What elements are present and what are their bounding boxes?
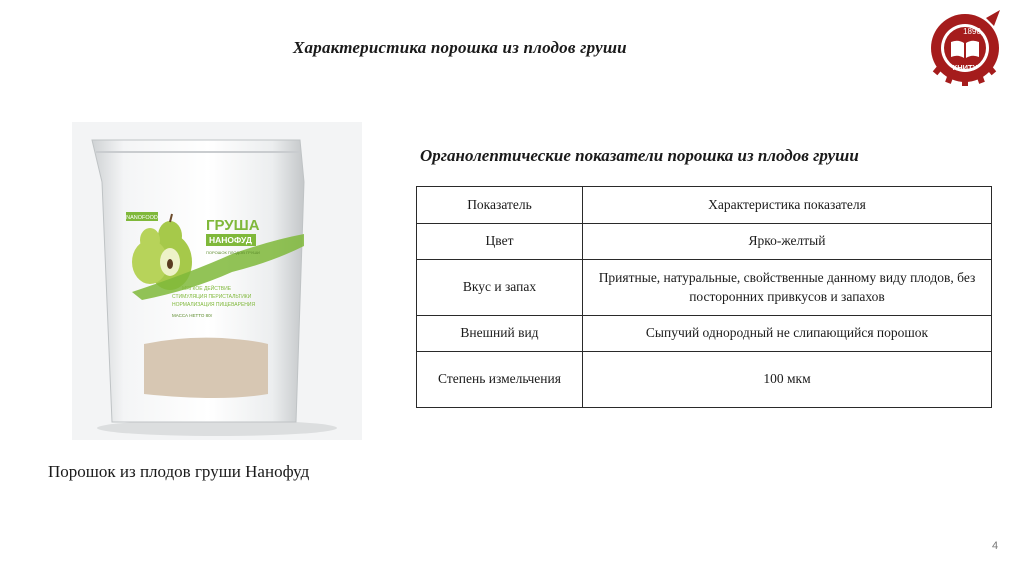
row-indicator: Степень измельчения (417, 352, 583, 408)
header-indicator: Показатель (417, 187, 583, 224)
row-indicator: Внешний вид (417, 316, 583, 352)
product-image (72, 122, 362, 440)
package-subtitle: ПОРОШОК ПЛОДОВ ГРУШИ (206, 250, 260, 255)
package-desc-line: МЯГКОЕ ДЕЙСТВИЕ (182, 286, 232, 292)
logo-name: КНИТУ (952, 63, 978, 72)
row-characteristic: 100 мкм (583, 352, 992, 408)
package-name-line2: НАНОФУД (209, 235, 252, 245)
table-title: Органолептические показатели порошка из плодов груши (420, 146, 859, 165)
header-characteristic: Характеристика показателя (583, 187, 992, 224)
table-row (417, 260, 992, 316)
table-row (417, 316, 992, 352)
logo-year: 1890 (963, 27, 981, 36)
table-row (417, 224, 992, 260)
table-header-row (417, 187, 992, 224)
page-number: 4 (992, 540, 999, 552)
row-characteristic: Ярко-желтый (583, 224, 992, 260)
university-logo (926, 8, 1004, 86)
package-name-line1: ГРУША (206, 217, 260, 234)
row-characteristic: Приятные, натуральные, свойственные данному виду плодов, без посторонних привкусов и запахов (583, 260, 992, 316)
package-desc-line: СТИМУЛЯЦИЯ ПЕРИСТАЛЬТИКИ (172, 294, 252, 300)
properties-table (416, 186, 992, 408)
row-indicator: Цвет (417, 224, 583, 260)
row-indicator: Вкус и запах (417, 260, 583, 316)
package-weight: МАССА НЕТТО 80г (172, 313, 213, 318)
table-row (417, 352, 992, 408)
slide-title: Характеристика порошка из плодов груши (293, 38, 627, 57)
package-desc-line: НОРМАЛИЗАЦИЯ ПИЩЕВАРЕНИЯ (172, 302, 256, 308)
product-caption: Порошок из плодов груши Нанофуд (48, 462, 310, 481)
row-characteristic: Сыпучий однородный не слипающийся порошок (583, 316, 992, 352)
package-brand-tag: NANOFOOD (126, 215, 158, 221)
